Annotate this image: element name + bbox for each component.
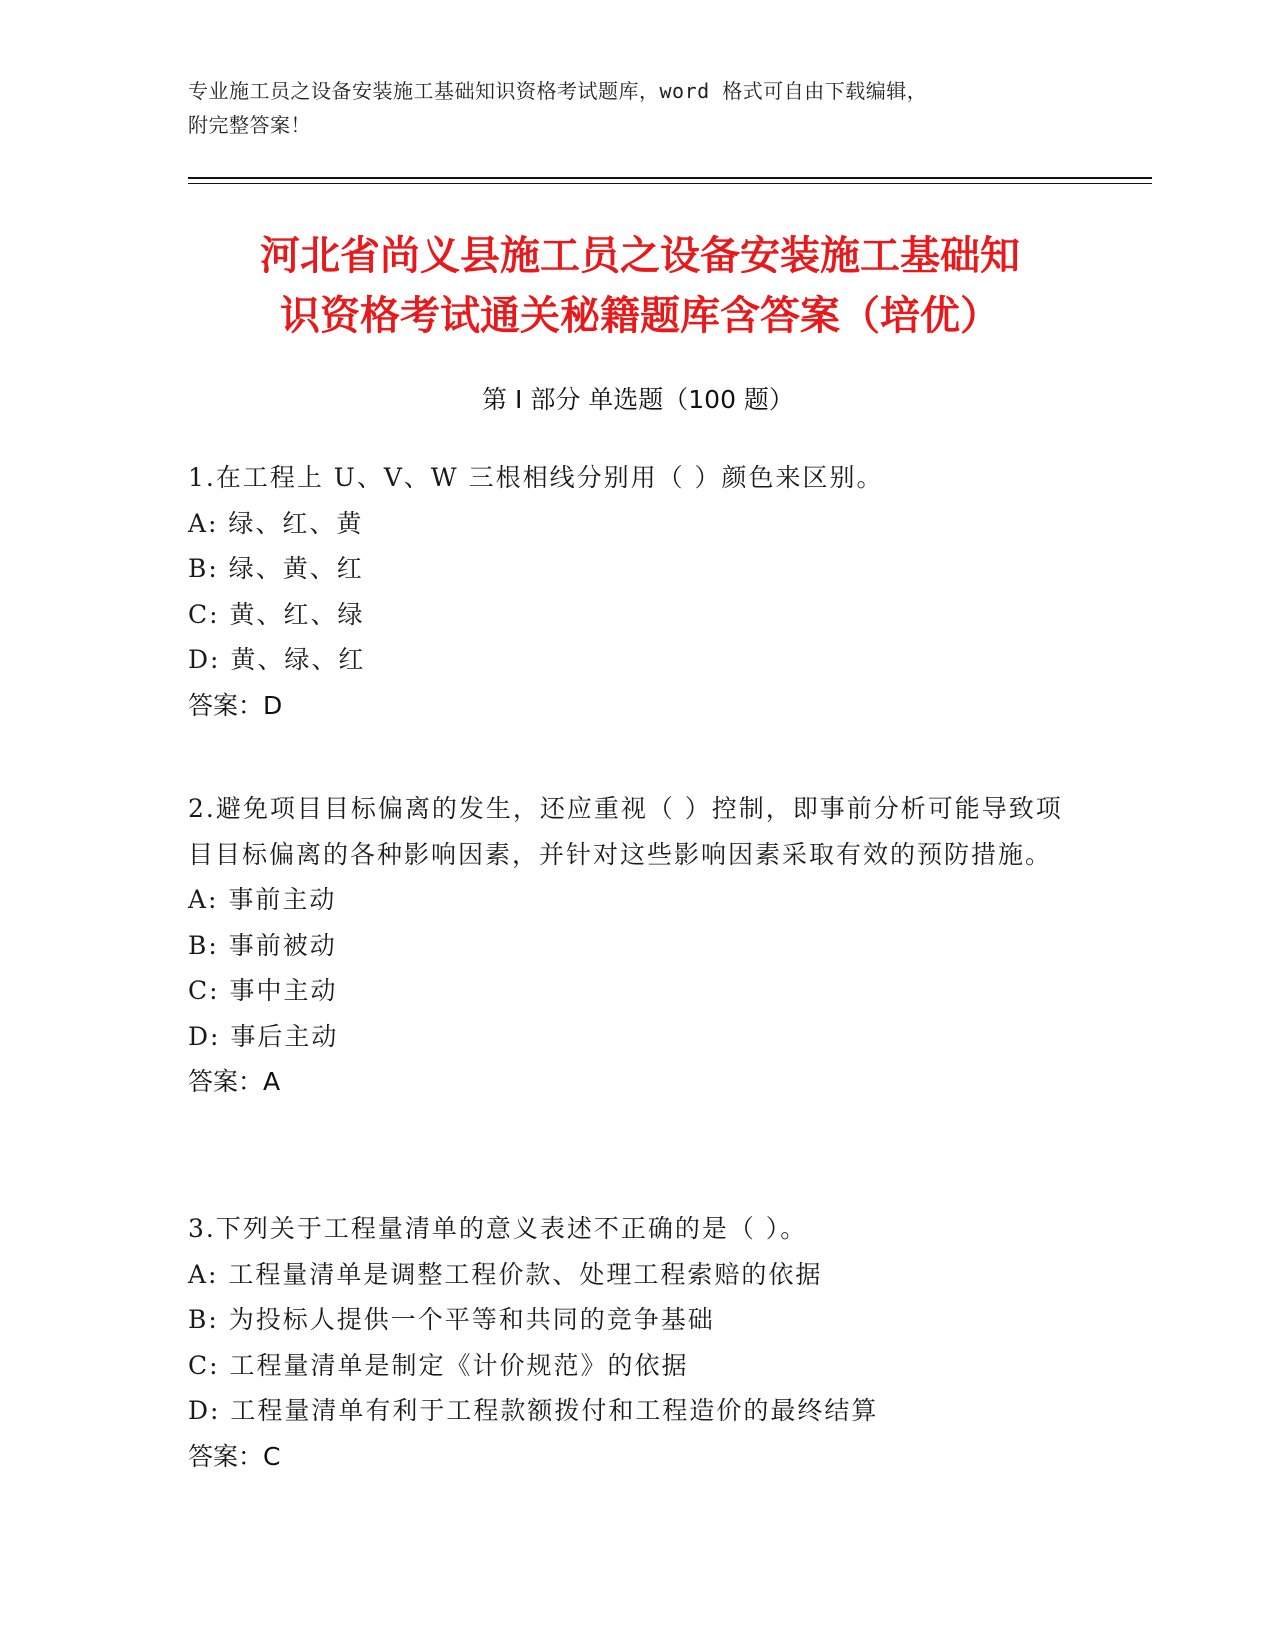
answer-text: 答案：D xyxy=(188,690,283,720)
header-note-line-2: 附完整答案！ xyxy=(188,113,311,137)
header-divider-thick xyxy=(188,177,1152,179)
option-a: A: 绿、红、黄 xyxy=(188,508,364,538)
question-1 xyxy=(188,455,1068,728)
option-c: C: 事中主动 xyxy=(188,976,338,1005)
option-c: C: 黄、红、绿 xyxy=(188,599,365,629)
answer-text: 答案：C xyxy=(188,1441,281,1471)
document-title xyxy=(200,226,1080,346)
question-stem: 3.下列关于工程量清单的意义表述不正确的是（ ）。 xyxy=(188,1214,808,1243)
question-stem: 1.在工程上 U、V、W 三根相线分别用（ ）颜色来区别。 xyxy=(188,463,884,492)
option-a: A: 事前主动 xyxy=(188,885,337,914)
question-2 xyxy=(188,786,1068,1105)
option-d: D: 黄、绿、红 xyxy=(188,645,366,674)
option-b: B: 绿、黄、红 xyxy=(188,554,364,583)
option-a: A: 工程量清单是调整工程价款、处理工程索赔的依据 xyxy=(188,1259,823,1289)
header-note-line-1: 专业施工员之设备安装施工基础知识资格考试题库，word 格式可自由下载编辑， xyxy=(188,79,928,103)
answer-text: 答案：A xyxy=(188,1067,281,1096)
option-d: D: 工程量清单有利于工程款额拨付和工程造价的最终结算 xyxy=(188,1396,879,1425)
option-b: B: 为投标人提供一个平等和共同的竞争基础 xyxy=(188,1305,715,1334)
header-note xyxy=(188,74,1088,142)
question-3 xyxy=(188,1206,1068,1479)
question-stem: 2.避免项目目标偏离的发生，还应重视（ ）控制，即事前分析可能导致项目目标偏离的各种影响因素，并针对这些影响因素采取有效的预防措施。 xyxy=(188,794,1063,869)
section-heading: 第 I 部分 单选题（100 题） xyxy=(482,385,794,414)
header-divider-thin xyxy=(188,183,1152,184)
option-c: C: 工程量清单是制定《计价规范》的依据 xyxy=(188,1350,689,1380)
document-title-line-1: 河北省尚义县施工员之设备安装施工基础知 xyxy=(260,233,1020,279)
option-d: D: 事后主动 xyxy=(188,1021,339,1051)
option-b: B: 事前被动 xyxy=(188,930,337,960)
document-title-line-2: 识资格考试通关秘籍题库含答案（培优） xyxy=(280,293,1000,339)
